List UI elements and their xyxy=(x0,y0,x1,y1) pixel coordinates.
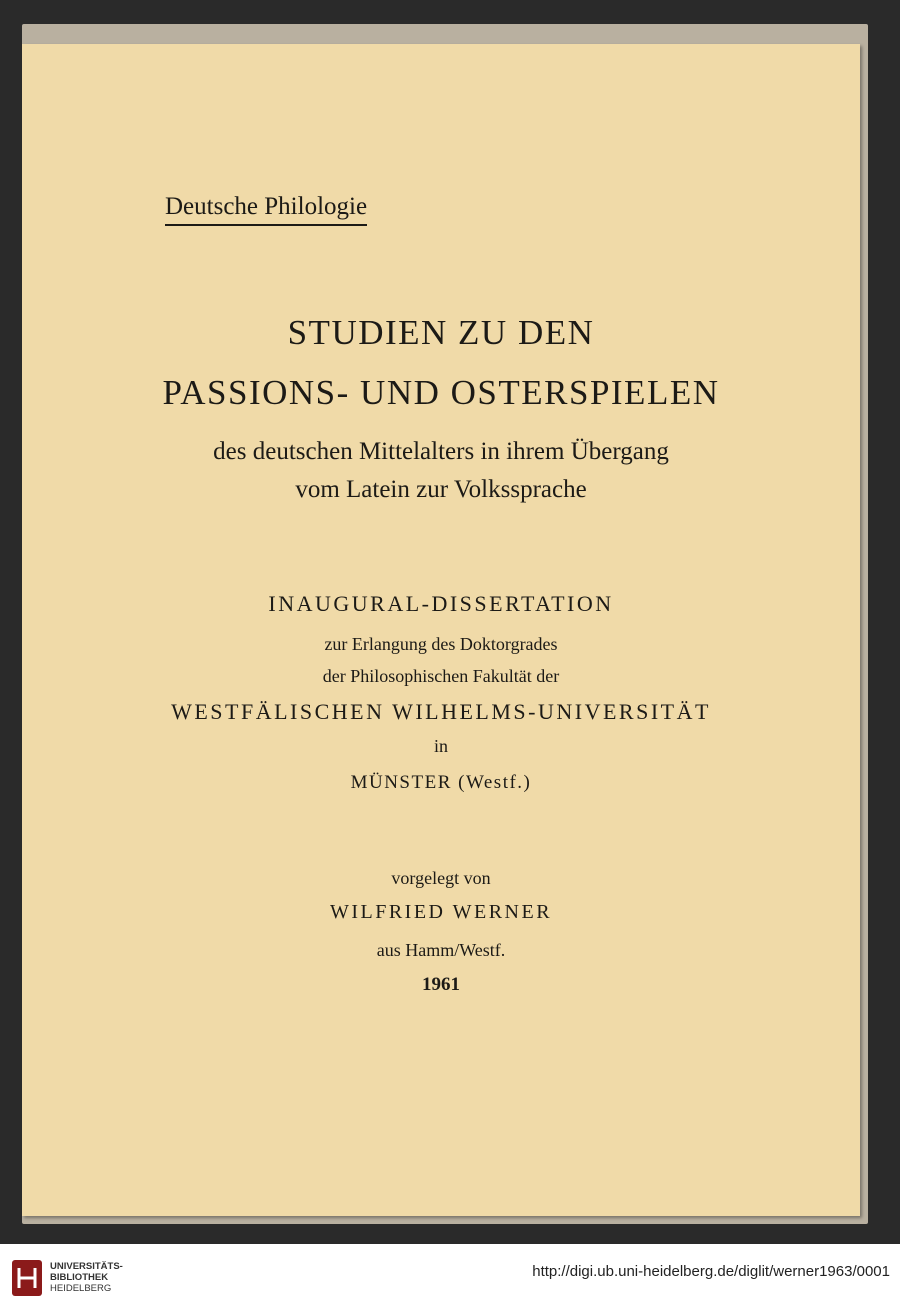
publication-year: 1961 xyxy=(422,974,460,995)
viewer-footer xyxy=(0,1244,900,1309)
library-name-line-3: HEIDELBERG xyxy=(50,1283,112,1294)
university-name: WESTFÄLISCHEN WILHELMS-UNIVERSITÄT xyxy=(171,699,711,724)
author-name: WILFRIED WERNER xyxy=(329,901,553,923)
library-name xyxy=(50,1261,123,1294)
purpose-line-1: zur Erlangung des Doktorgrades xyxy=(324,634,558,654)
author-origin: aus Hamm/Westf. xyxy=(376,940,506,960)
library-name-line-1: UNIVERSITÄTS- xyxy=(50,1261,123,1272)
in-label: in xyxy=(433,736,448,756)
book-cover xyxy=(22,44,860,1216)
purpose-line-2: der Philosophischen Fakultät der xyxy=(322,666,560,686)
city-label: MÜNSTER (Westf.) xyxy=(350,772,532,793)
subtitle-line-2: vom Latein zur Volkssprache xyxy=(295,476,587,503)
library-name-line-2: BIBLIOTHEK xyxy=(50,1272,109,1283)
heidelberg-library-logo-icon[interactable] xyxy=(10,1258,44,1298)
subtitle-line-1: des deutschen Mittelalters in ihrem Übergang xyxy=(213,438,669,465)
presented-by-label: vorgelegt von xyxy=(391,868,491,888)
page-url-link[interactable]: http://digi.ub.uni-heidelberg.de/diglit/werner1963/0001 xyxy=(532,1263,890,1280)
title-line-2: PASSIONS- UND OSTERSPIELEN xyxy=(162,373,720,412)
dissertation-label: INAUGURAL-DISSERTATION xyxy=(268,591,614,616)
title-line-1: STUDIEN ZU DEN xyxy=(287,313,595,352)
series-label: Deutsche Philologie xyxy=(165,192,367,226)
